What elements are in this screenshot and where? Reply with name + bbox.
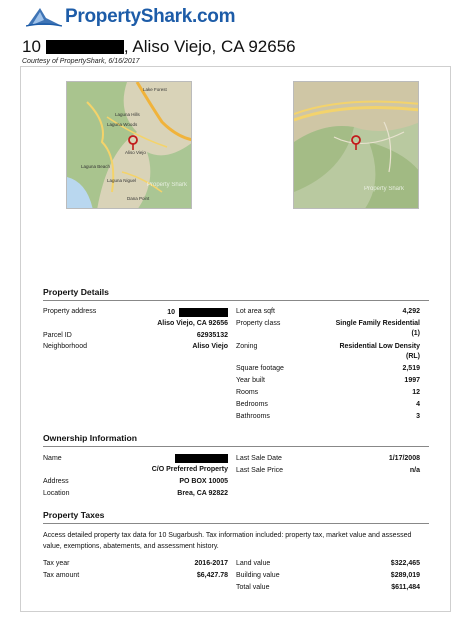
tax-amount-label: Tax amount	[43, 572, 80, 579]
owner-location-value: Brea, CA 92822	[177, 490, 228, 497]
building-value-label: Building value	[236, 572, 280, 579]
map-label: Dana Point	[127, 196, 150, 201]
address-house-number: 10	[167, 308, 175, 316]
section-title: Property Details	[43, 287, 429, 301]
zoning-label: Zoning	[236, 343, 258, 350]
shark-fin-icon	[26, 6, 62, 28]
neighborhood-label: Neighborhood	[43, 343, 87, 350]
building-value-value: $289,019	[390, 572, 420, 579]
year-built-label: Year built	[236, 377, 265, 384]
property-class-label: Property class	[236, 320, 281, 327]
title-house-number: 10	[22, 37, 41, 56]
total-value-label: Total value	[236, 584, 270, 591]
map-label: Laguna Woods	[107, 122, 138, 127]
map-watermark: Property Shark	[147, 182, 188, 188]
property-taxes-section	[43, 510, 429, 524]
title-city: , Aliso Viejo, CA 92656	[123, 37, 296, 56]
total-value-value: $611,484	[391, 584, 420, 591]
property-class-value-code: (1)	[411, 330, 420, 337]
regional-map[interactable]	[66, 81, 192, 209]
last-sale-price-label: Last Sale Price	[236, 467, 284, 474]
map-watermark: Property Shark	[364, 186, 405, 192]
owner-name-line2: C/O Preferred Property	[151, 466, 228, 473]
property-class-value: Single Family Residential	[335, 320, 420, 327]
section-title: Property Taxes	[43, 510, 429, 524]
zoning-value: Residential Low Density	[339, 343, 420, 350]
lot-area-label: Lot area sqft	[236, 308, 275, 315]
ownership-section	[43, 433, 429, 447]
property-address-line2: Aliso Viejo, CA 92656	[157, 320, 228, 327]
last-sale-date-label: Last Sale Date	[236, 455, 282, 462]
property-address-label: Property address	[43, 308, 97, 315]
lot-area-value: 4,292	[402, 308, 420, 315]
parcel-id-value: 62935132	[196, 332, 228, 339]
bathrooms-value: 3	[416, 413, 420, 420]
rooms-value: 12	[412, 389, 420, 396]
propertyshark-logo[interactable]	[26, 4, 235, 30]
bedrooms-label: Bedrooms	[236, 401, 268, 408]
logo-text	[65, 6, 235, 28]
tax-year-value: 2016-2017	[194, 560, 228, 567]
section-title: Ownership Information	[43, 433, 429, 447]
owner-name-label: Name	[43, 455, 62, 462]
square-footage-value: 2,519	[402, 365, 420, 372]
rooms-label: Rooms	[236, 389, 259, 396]
last-sale-price-value: n/a	[409, 467, 420, 474]
owner-location-label: Location	[43, 490, 70, 497]
land-value-value: $322,465	[390, 560, 420, 567]
bedrooms-value: 4	[416, 401, 420, 408]
owner-address-value: PO BOX 10005	[179, 478, 228, 485]
map-label: Aliso Viejo	[125, 150, 146, 155]
courtesy-line: Courtesy of PropertyShark, 6/16/2017	[22, 58, 140, 65]
tax-year-label: Tax year	[43, 560, 70, 567]
owner-address-label: Address	[43, 478, 69, 485]
property-address-line1	[150, 308, 228, 317]
parcel-id-label: Parcel ID	[43, 332, 72, 339]
square-footage-label: Square footage	[236, 365, 284, 372]
zoning-value-code: (RL)	[406, 353, 420, 360]
redaction-bar	[46, 40, 124, 54]
property-details-section	[43, 287, 429, 301]
last-sale-date-value: 1/17/2008	[388, 455, 420, 462]
page-title	[22, 37, 296, 57]
logo-text-property: Property	[65, 6, 141, 27]
bathrooms-label: Bathrooms	[236, 413, 270, 420]
map-label: Laguna Beach	[81, 164, 111, 169]
land-value-label: Land value	[236, 560, 271, 567]
tax-amount-value: $6,427.78	[196, 572, 228, 579]
redaction-bar	[179, 308, 228, 317]
map-label: Laguna Niguel	[107, 178, 137, 183]
redaction-bar	[175, 454, 228, 463]
year-built-value: 1997	[404, 377, 420, 384]
logo-text-shark: Shark.com	[140, 6, 236, 27]
local-map[interactable]	[293, 81, 419, 209]
neighborhood-value: Aliso Viejo	[192, 343, 228, 350]
map-label: Laguna Hills	[115, 112, 140, 117]
tax-description: Access detailed property tax data for 10 Sugarbush. Tax information included: property tax, market value and assessed value, exemptions, abatements, and assessment history.	[43, 532, 412, 550]
map-label: Lake Forest	[143, 87, 167, 92]
